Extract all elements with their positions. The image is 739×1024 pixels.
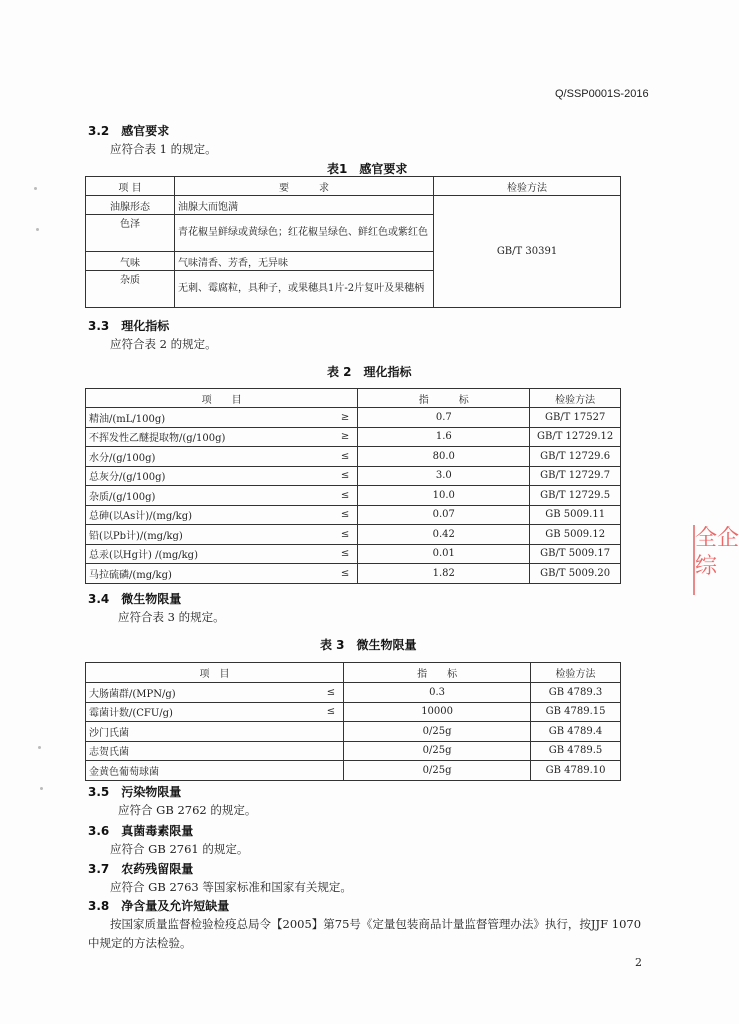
table-cell: GB/T 30391 (434, 196, 621, 308)
table-3-caption: 表 3 微生物限量 (320, 638, 417, 652)
table-cell: 杂质 (86, 271, 175, 308)
table-row (86, 525, 621, 545)
table-cell: 总砷(以As计)/(mg/kg) (86, 505, 325, 525)
table-cell: 油腺形态 (86, 196, 175, 215)
table-cell: 杂质/(g/100g) (86, 486, 325, 506)
table-row (86, 544, 621, 564)
section-3-4-text: 应符合表 3 的规定。 (118, 610, 225, 624)
table-3 (85, 662, 621, 781)
table-cell: ≥ (325, 408, 358, 428)
table-cell (298, 741, 343, 761)
page-number: 2 (635, 956, 642, 969)
table-row (86, 564, 621, 584)
table-cell: GB 5009.11 (530, 505, 621, 525)
table-row (86, 196, 621, 215)
table-row (86, 427, 621, 447)
table-cell: 1.6 (358, 427, 530, 447)
table-header: 检验方法 (530, 389, 621, 408)
table-cell: GB/T 5009.20 (530, 564, 621, 584)
table-row (86, 761, 621, 781)
table-cell (298, 722, 343, 742)
table-cell: 3.0 (358, 466, 530, 486)
table-cell: GB/T 12729.6 (530, 447, 621, 467)
table-cell: GB 5009.12 (530, 525, 621, 545)
table-row (86, 505, 621, 525)
section-3-3-text: 应符合表 2 的规定。 (110, 337, 217, 351)
table-cell: 油腺大而饱满 (175, 196, 434, 215)
scan-speck (36, 228, 39, 231)
table-cell: GB 4789.15 (531, 702, 621, 722)
table-cell: ≤ (325, 447, 358, 467)
table-cell: ≤ (325, 544, 358, 564)
section-3-6-heading: 3.6 真菌毒素限量 (88, 824, 194, 838)
table-cell: 气味 (86, 252, 175, 271)
table-cell: 总汞(以Hg计) /(mg/kg) (86, 544, 325, 564)
table-header: 项 目 (86, 663, 344, 683)
table-cell: 精油/(mL/100g) (86, 408, 325, 428)
table-cell: 志贺氏菌 (86, 741, 299, 761)
table-cell: 10.0 (358, 486, 530, 506)
table-cell: ≥ (325, 427, 358, 447)
table-cell: GB/T 12729.12 (530, 427, 621, 447)
table-cell: ≤ (325, 466, 358, 486)
table-cell: 10000 (344, 702, 531, 722)
section-3-7-text: 应符合 GB 2763 等国家标准和国家有关规定。 (110, 880, 352, 894)
table-cell: 金黄色葡萄球菌 (86, 761, 299, 781)
table-cell: 沙门氏菌 (86, 722, 299, 742)
stamp-fragment: 全企 综 (693, 525, 723, 595)
section-3-4-heading: 3.4 微生物限量 (88, 592, 182, 606)
section-3-6-text: 应符合 GB 2761 的规定。 (110, 842, 249, 856)
section-3-2-text: 应符合表 1 的规定。 (110, 142, 217, 156)
table-cell: ≤ (325, 505, 358, 525)
scan-speck (38, 746, 41, 749)
table-cell: GB/T 12729.7 (530, 466, 621, 486)
table-cell: 霉菌计数/(CFU/g) (86, 702, 299, 722)
table-cell: 0.7 (358, 408, 530, 428)
table-row (86, 408, 621, 428)
section-3-5-heading: 3.5 污染物限量 (88, 785, 182, 799)
table-cell: 马拉硫磷/(mg/kg) (86, 564, 325, 584)
table-cell: 0.3 (344, 683, 531, 703)
table-row (86, 702, 621, 722)
section-3-7-heading: 3.7 农药残留限量 (88, 862, 194, 876)
table-2 (85, 388, 621, 584)
table-cell: 0/25g (344, 741, 531, 761)
section-3-8-heading: 3.8 净含量及允许短缺量 (88, 899, 230, 913)
table-cell: 色泽 (86, 215, 175, 252)
table-cell: GB/T 17527 (530, 408, 621, 428)
table-cell: ≤ (325, 525, 358, 545)
section-3-5-text: 应符合 GB 2762 的规定。 (118, 803, 257, 817)
table-header: 要 求 (175, 177, 434, 196)
table-cell: 0.01 (358, 544, 530, 564)
table-cell: 大肠菌群/(MPN/g) (86, 683, 299, 703)
table-cell: 80.0 (358, 447, 530, 467)
table-cell: ≤ (325, 564, 358, 584)
table-cell: 0.07 (358, 505, 530, 525)
table-header: 检验方法 (531, 663, 621, 683)
table-cell: 无刺、霉腐粒，具种子，或果穗具1片-2片复叶及果穗柄 (175, 271, 434, 308)
table-cell: 0.42 (358, 525, 530, 545)
table-cell: GB/T 12729.5 (530, 486, 621, 506)
table-row (86, 466, 621, 486)
table-cell: 总灰分/(g/100g) (86, 466, 325, 486)
table-header: 项 目 (86, 389, 358, 408)
table-2-caption: 表 2 理化指标 (327, 365, 412, 379)
table-cell: ≤ (298, 683, 343, 703)
section-3-8-text-line1: 按国家质量监督检验检疫总局令【2005】第75号《定量包装商品计量监督管理办法》执行，按JJF 1070 (110, 917, 642, 931)
table-row (86, 447, 621, 467)
table-cell: GB 4789.4 (531, 722, 621, 742)
table-header: 指 标 (344, 663, 531, 683)
table-cell: 0/25g (344, 722, 531, 742)
section-3-3-heading: 3.3 理化指标 (88, 319, 170, 333)
scan-speck (34, 187, 37, 190)
table-header: 检验方法 (434, 177, 621, 196)
table-1-caption: 表1 感官要求 (327, 162, 408, 176)
table-cell: 气味清香、芳香，无异味 (175, 252, 434, 271)
table-cell: GB 4789.5 (531, 741, 621, 761)
scan-speck (40, 787, 43, 790)
table-cell: GB 4789.3 (531, 683, 621, 703)
table-cell: 水分/(g/100g) (86, 447, 325, 467)
table-row (86, 741, 621, 761)
table-cell: GB/T 5009.17 (530, 544, 621, 564)
table-row (86, 683, 621, 703)
table-row (86, 722, 621, 742)
table-cell: ≤ (298, 702, 343, 722)
table-header: 指 标 (358, 389, 530, 408)
table-cell: 不挥发性乙醚提取物/(g/100g) (86, 427, 325, 447)
table-cell: 铅(以Pb计)/(mg/kg) (86, 525, 325, 545)
table-row (86, 486, 621, 506)
section-3-2-heading: 3.2 感官要求 (88, 124, 170, 138)
table-cell: 青花椒呈鲜绿或黄绿色；红花椒呈绿色、鲜红色或紫红色 (175, 215, 434, 252)
table-1 (85, 176, 621, 308)
table-cell: GB 4789.10 (531, 761, 621, 781)
table-cell: 1.82 (358, 564, 530, 584)
table-cell (298, 761, 343, 781)
document-code: Q/SSP0001S-2016 (555, 88, 649, 100)
table-header: 项 目 (86, 177, 175, 196)
table-cell: 0/25g (344, 761, 531, 781)
table-cell: ≤ (325, 486, 358, 506)
section-3-8-text-line2: 中规定的方法检验。 (88, 936, 192, 950)
